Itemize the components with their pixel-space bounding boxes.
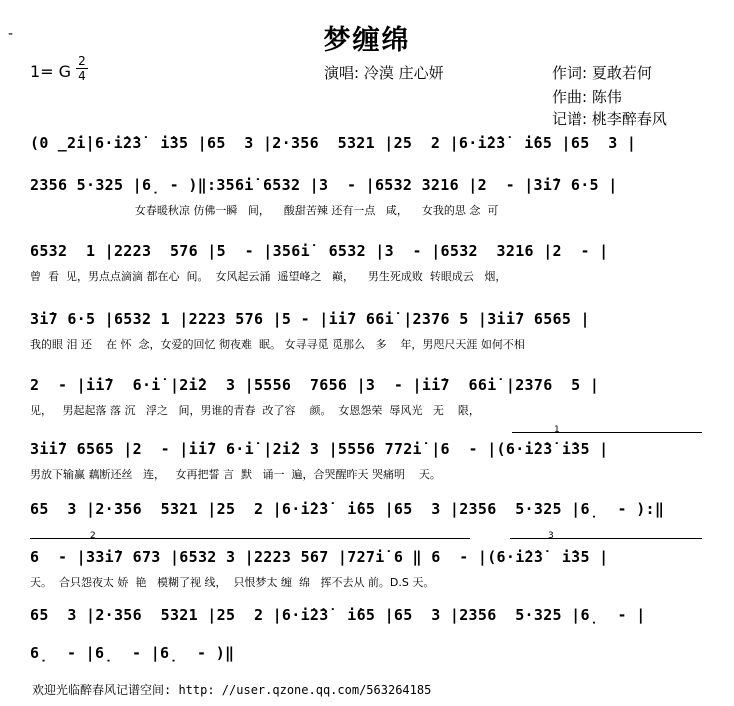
second-ending-bracket [30, 538, 470, 539]
notation-line: 6̣ - |6̣ - |6̣ - )‖ [30, 644, 235, 662]
key-signature: 1= G [30, 62, 72, 81]
lyricist-credit: 作词: 夏敢若何 [552, 64, 652, 82]
lyric-line: 见， 男起起落 落 沉 浮之 间，男谁的青春 改了容 颜。 女恩怨荣 辱风光 无 限， [30, 404, 480, 417]
score-line-6 [30, 425, 702, 502]
notation-line: 2356 5·325 |6̣ - )‖:356i̇ 6532 |3 - |6532 3216 |2 - |3i̇7 6·5 | [30, 176, 618, 194]
notation-line: 2 - |i̇i̇7 6·i̇ |2i̇2 3 |5556 7656 |3 - |i̇i̇7 66i̇ |2376 5 | [30, 376, 600, 394]
second-ending-number: 2 [90, 531, 96, 541]
notation-line: (0 ̲2̇i̇|6·i̇2̇3̇ i̇35 |65 3 |2·356 5321 |25 2 |6·i̇2̇3̇ i̇65 |65 3 | [30, 134, 637, 152]
score-line-2 [30, 176, 702, 238]
lyric-line: 曾 看 见，男点点滴滴 都在心 间。 女风起云涌 遥望峰之 巅， 男生死成败 转眼成云 烟， [30, 270, 507, 283]
score-line-5 [30, 376, 702, 438]
composer-credit: 作曲: 陈伟 [552, 88, 622, 106]
song-title: 梦缠绵 [323, 25, 411, 56]
score-line-8 [30, 531, 702, 610]
notation-line: 6 - |33i̇7 673 |6532 3 |2223 567 |727i̇ 6 ‖ 6 - |(6·i̇2̇3̇ i̇35 | [30, 548, 609, 566]
lyric-line: 天。 合只怨夜太 娇 艳 模糊了视 线， 只恨梦太 缠 绵 挥不去从 前。D.S 天。 [30, 576, 435, 589]
lyric-line: 男放下输赢 藕断还丝 连， 女再把誓 言 默 诵一 遍，合哭醒昨天 哭痛明 天。 [30, 468, 441, 481]
performers-credit: 演唱: 冷漠 庄心妍 [324, 64, 444, 82]
notation-line: 3i̇i̇7 6565 |2 - |i̇i̇7 6·i̇ |2i̇2 3 |5556 772i̇ |6 - |(6·i̇2̇3̇ i̇35 | [30, 440, 609, 458]
third-ending-bracket [510, 538, 702, 539]
notation-line: 6532 1 |2223 576 |5 - |356i̇ 6532 |3 - |6532 3216 |2 - | [30, 242, 609, 260]
score-line-4 [30, 310, 702, 372]
score-line-3 [30, 242, 702, 304]
notation-line: 65 3 |2·356 5321 |25 2 |6·i̇2̇3̇ i̇65 |65 3 |2356 5·325 |6̣ - ):‖ [30, 500, 665, 518]
lyric-line: 女春暖秋凉 仿佛一瞬 间， 酸甜苦辣 还有一点 咸， 女我的思 念 可 [30, 204, 499, 217]
lyric-line: 我的眼 泪 还 在 怀 念，女爱的回忆 彻夜难 眠。 女寻寻觅 觅那么 多 年，男咫尺天涯 如何不相 [30, 338, 525, 351]
third-ending-number: 3 [548, 531, 554, 541]
first-ending-bracket [512, 432, 702, 433]
first-ending-number: 1 [554, 425, 560, 435]
footer-link-text: 欢迎光临醉春风记谱空间: http: //user.qzone.qq.com/563264185 [32, 683, 432, 697]
notation-line: 65 3 |2·356 5321 |25 2 |6·i̇2̇3̇ i̇65 |65 3 |2356 5·325 |6̣ - | [30, 606, 646, 624]
meter-bottom: 4 [78, 69, 86, 83]
time-signature [76, 55, 88, 82]
transcriber-credit: 记谱: 桃李醉春风 [552, 110, 667, 128]
notation-line: 3i̇7 6·5 |6532 1 |2223 576 |5 - |i̇i̇7 66i̇ |2376 5 |3i̇i̇7 6565 | [30, 310, 590, 328]
margin-dash: - [8, 26, 14, 42]
meter-top: 2 [78, 54, 86, 68]
